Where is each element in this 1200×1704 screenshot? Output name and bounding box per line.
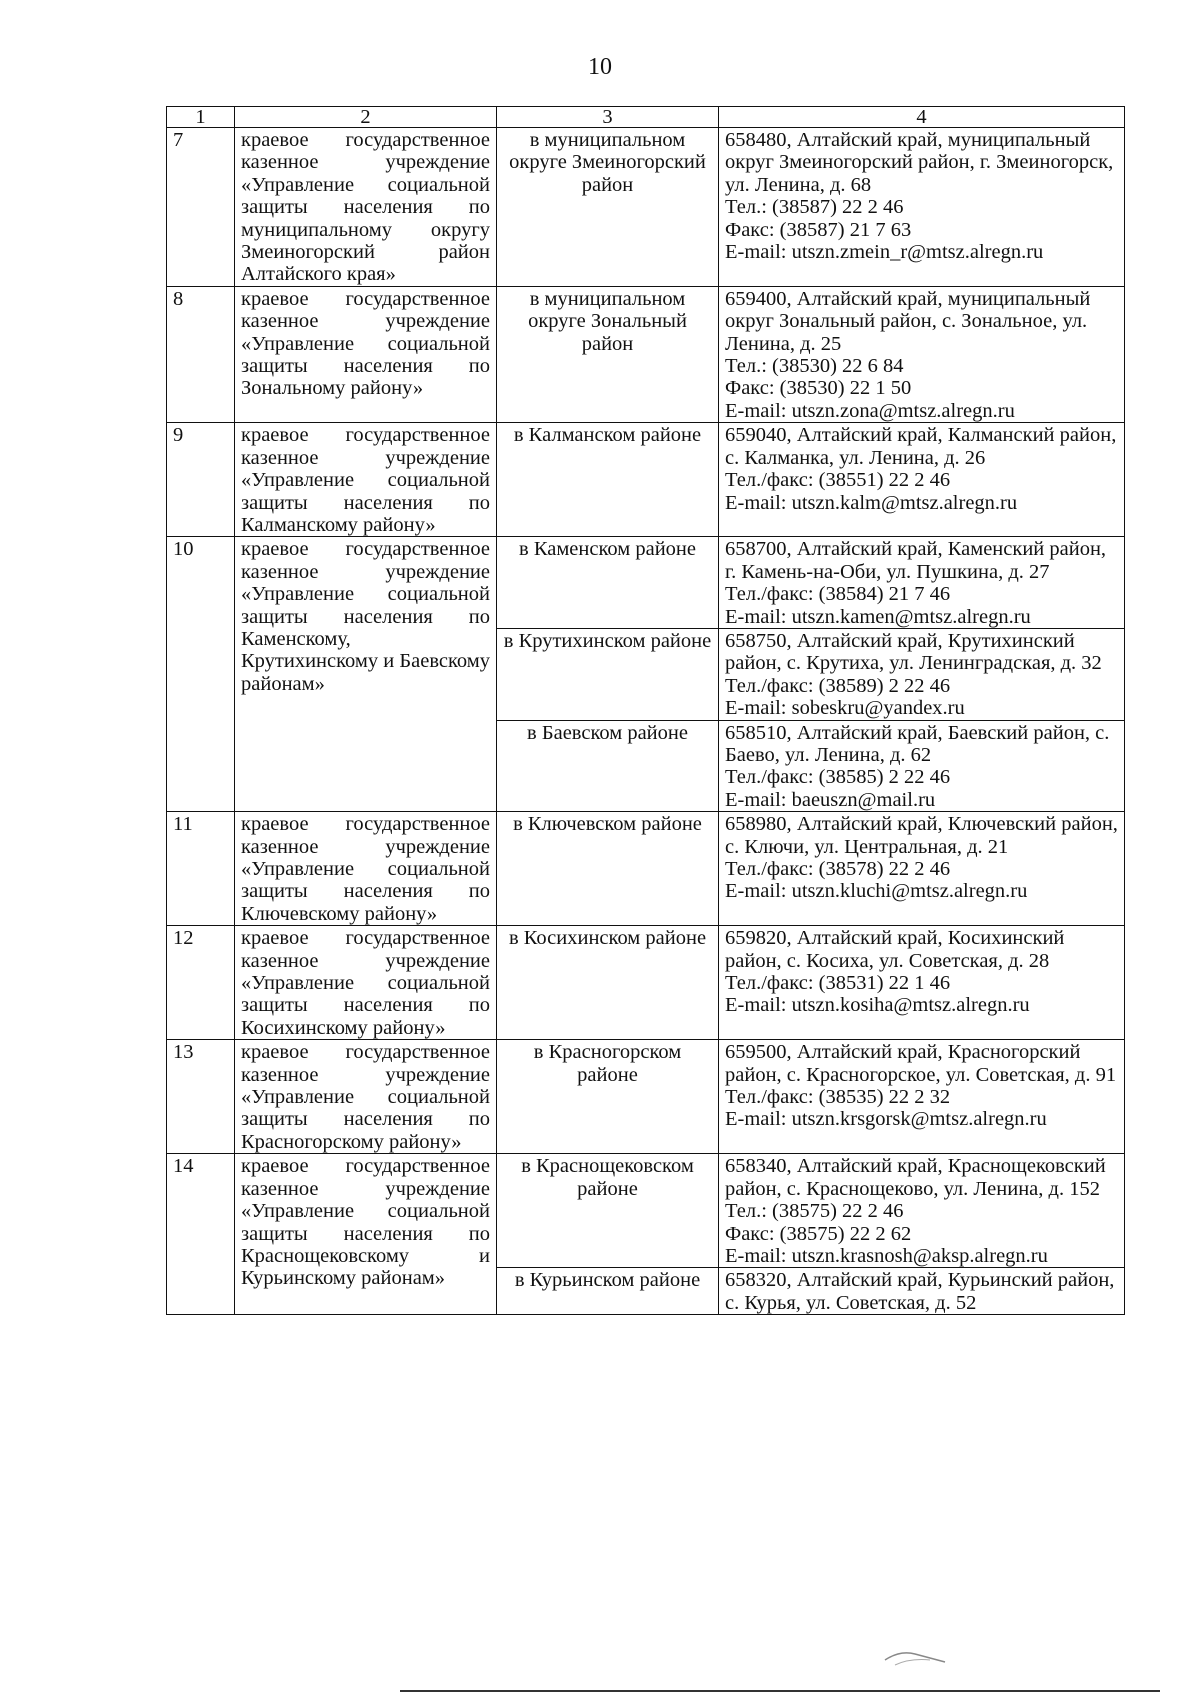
contact-details (719, 1040, 1125, 1154)
row-number: 10 (167, 537, 235, 812)
phone-fax-line: Факс: (38575) 22 2 62 (725, 1222, 912, 1245)
row-number: 13 (167, 1040, 235, 1154)
column-header: 4 (719, 107, 1125, 128)
service-area: в Баевском районе (497, 720, 719, 812)
phone-fax-line: Тел./факс: (38585) 2 22 46 (725, 766, 951, 789)
column-header: 1 (167, 107, 235, 128)
service-area: в Красногорском районе (497, 1040, 719, 1154)
table-header-row (167, 107, 1125, 128)
row-number: 12 (167, 926, 235, 1040)
table-row (167, 812, 1125, 926)
contact-details (719, 628, 1125, 720)
contact-details (719, 720, 1125, 812)
service-area: в Ключевском районе (497, 812, 719, 926)
service-area: в Калманском районе (497, 423, 719, 537)
table-row (167, 1154, 1125, 1268)
phone-fax-line: Факс: (38530) 22 1 50 (725, 377, 912, 400)
service-area: в Каменском районе (497, 537, 719, 629)
phone-fax-line: Тел.: (38587) 22 2 46 (725, 196, 904, 219)
institution-name: краевое государственное казенное учреждение «Управление социальной защиты населения по муниципальному округу Змеиногорский район Алтайского края» (235, 128, 497, 287)
contact-details (719, 926, 1125, 1040)
institution-name: краевое государственное казенное учреждение «Управление социальной защиты населения по Ключевскому району» (235, 812, 497, 926)
institution-name: краевое государственное казенное учреждение «Управление социальной защиты населения по Краснощековскому и Курьинскому районам» (235, 1154, 497, 1315)
email-line: E-mail: utszn.zmein_r@mtsz.alregn.ru (725, 241, 1044, 264)
postal-address: 659400, Алтайский край, муниципальный округ Зональный район, с. Зональное, ул. Ленина, д. 25 (725, 287, 1091, 355)
postal-address: 659500, Алтайский край, Красногорский район, с. Красногорское, ул. Советская, д. 91 (725, 1041, 1117, 1086)
email-line: E-mail: sobeskru@yandex.ru (725, 697, 965, 720)
postal-address: 658340, Алтайский край, Краснощековский район, с. Краснощеково, ул. Ленина, д. 152 (725, 1155, 1106, 1200)
service-area: в муниципальном округе Змеиногорский район (497, 128, 719, 287)
service-area: в Курьинском районе (497, 1268, 719, 1315)
service-area: в Крутихинском районе (497, 628, 719, 720)
column-header: 2 (235, 107, 497, 128)
institutions-table (166, 106, 1125, 1315)
institution-name: краевое государственное казенное учреждение «Управление социальной защиты населения по Калманскому району» (235, 423, 497, 537)
postal-address: 659820, Алтайский край, Косихинский район, с. Косиха, ул. Советская, д. 28 (725, 927, 1065, 972)
phone-fax-line: Тел.: (38530) 22 6 84 (725, 355, 904, 378)
institution-name: краевое государственное казенное учреждение «Управление социальной защиты населения по Зональному району» (235, 286, 497, 422)
row-number: 8 (167, 286, 235, 422)
email-line: E-mail: baeuszn@mail.ru (725, 788, 936, 811)
table-row (167, 128, 1125, 287)
email-line: E-mail: utszn.kamen@mtsz.alregn.ru (725, 605, 1031, 628)
email-line: E-mail: utszn.kosiha@mtsz.alregn.ru (725, 994, 1030, 1017)
postal-address: 658980, Алтайский край, Ключевский район, с. Ключи, ул. Центральная, д. 21 (725, 813, 1118, 858)
email-line: E-mail: utszn.kalm@mtsz.alregn.ru (725, 491, 1018, 514)
row-number: 14 (167, 1154, 235, 1315)
postal-address: 658480, Алтайский край, муниципальный округ Змеиногорский район, г. Змеиногорск, ул. Ленина, д. 68 (725, 129, 1114, 196)
contact-details (719, 1154, 1125, 1268)
email-line: E-mail: utszn.kluchi@mtsz.alregn.ru (725, 880, 1028, 903)
institution-name: краевое государственное казенное учреждение «Управление социальной защиты населения по Косихинскому району» (235, 926, 497, 1040)
contact-details (719, 537, 1125, 629)
postal-address: 658510, Алтайский край, Баевский район, с. Баево, ул. Ленина, д. 62 (725, 721, 1110, 766)
row-number: 9 (167, 423, 235, 537)
contact-details (719, 423, 1125, 537)
contact-details (719, 286, 1125, 422)
pen-mark-scribble (880, 1640, 950, 1670)
email-line: E-mail: utszn.krasnosh@aksp.alregn.ru (725, 1244, 1048, 1267)
service-area: в Косихинском районе (497, 926, 719, 1040)
phone-fax-line: Тел./факс: (38589) 2 22 46 (725, 674, 951, 697)
institution-name: краевое государственное казенное учреждение «Управление социальной защиты населения по Красногорскому району» (235, 1040, 497, 1154)
page-number: 10 (588, 54, 612, 80)
email-line: E-mail: utszn.krsgorsk@mtsz.alregn.ru (725, 1108, 1047, 1131)
phone-fax-line: Тел./факс: (38535) 22 2 32 (725, 1086, 951, 1109)
phone-fax-line: Тел./факс: (38584) 21 7 46 (725, 583, 951, 606)
phone-fax-line: Тел./факс: (38531) 22 1 46 (725, 972, 951, 995)
postal-address: 658700, Алтайский край, Каменский район, г. Камень-на-Оби, ул. Пушкина, д. 27 (725, 538, 1107, 583)
table-body (167, 128, 1125, 1315)
institution-name: краевое государственное казенное учреждение «Управление социальной защиты населения по Каменскому, Крутихинскому и Баевскому районам» (235, 537, 497, 812)
postal-address: 658750, Алтайский край, Крутихинский район, с. Крутиха, ул. Ленинградская, д. 32 (725, 629, 1102, 675)
contact-details (719, 128, 1125, 287)
postal-address: 659040, Алтайский край, Калманский район, с. Калманка, ул. Ленина, д. 26 (725, 424, 1117, 469)
column-header: 3 (497, 107, 719, 128)
contact-details (719, 1268, 1125, 1315)
table-row (167, 286, 1125, 422)
postal-address: 658320, Алтайский край, Курьинский район, с. Курья, ул. Советская, д. 52 (725, 1269, 1115, 1314)
email-line: E-mail: utszn.zona@mtsz.alregn.ru (725, 399, 1015, 422)
row-number: 7 (167, 128, 235, 287)
row-number: 11 (167, 812, 235, 926)
service-area: в Краснощековском районе (497, 1154, 719, 1268)
table-row (167, 423, 1125, 537)
phone-fax-line: Факс: (38587) 21 7 63 (725, 218, 912, 241)
footer-rule (400, 1690, 1160, 1692)
contact-details (719, 812, 1125, 926)
service-area: в муниципальном округе Зональный район (497, 286, 719, 422)
table-row (167, 926, 1125, 1040)
phone-fax-line: Тел.: (38575) 22 2 46 (725, 1200, 904, 1223)
phone-fax-line: Тел./факс: (38578) 22 2 46 (725, 858, 951, 880)
table-row (167, 537, 1125, 629)
table-row (167, 1040, 1125, 1154)
phone-fax-line: Тел./факс: (38551) 22 2 46 (725, 469, 951, 492)
